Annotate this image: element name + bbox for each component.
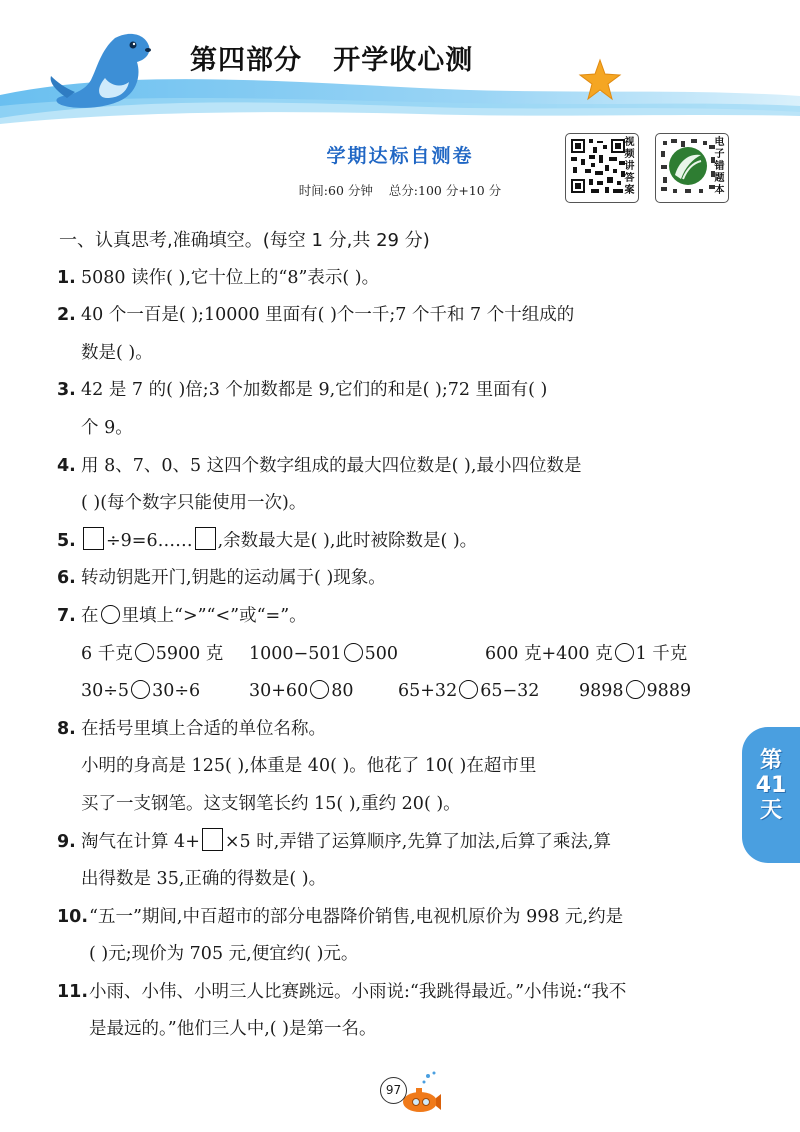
compare-right: 9889 (646, 681, 692, 702)
error-book-qr[interactable] (655, 133, 729, 203)
circle-blank (101, 605, 120, 624)
question-8 (57, 711, 747, 749)
question-text: ×5 时,弄错了运算顺序,先算了加法,后算了乘法,算 (224, 831, 611, 852)
compare-left: 600 克+400 克 (485, 643, 613, 664)
question-6 (57, 560, 747, 598)
question-text: 转动钥匙开门,钥匙的运动属于( )现象。 (81, 568, 386, 589)
compare-right: 80 (331, 681, 354, 702)
page-number: 97 (380, 1077, 407, 1104)
compare-right: 30÷6 (152, 681, 201, 702)
day-tab-line: 第 (759, 748, 782, 773)
compare-item (249, 636, 485, 674)
question-content (57, 222, 747, 1049)
qr-code-icon (569, 137, 627, 195)
compare-item (81, 636, 249, 674)
compare-item (485, 636, 687, 674)
question-number: 8. (57, 718, 76, 739)
question-number: 3. (57, 380, 76, 401)
compare-row-2 (57, 673, 747, 711)
question-2 (57, 297, 747, 335)
compare-circle[interactable] (135, 643, 154, 662)
question-11 (57, 974, 747, 1012)
question-text: 是最远的。”他们三人中,( )是第一名。 (89, 1019, 377, 1040)
question-number: 10. (57, 906, 89, 927)
video-answer-qr[interactable] (565, 133, 639, 203)
compare-circle[interactable] (310, 680, 329, 699)
question-10 (57, 899, 747, 937)
question-text: 买了一支钢笔。这支钢笔长约 15( ),重约 20( )。 (81, 793, 461, 814)
question-number: 2. (57, 305, 76, 326)
question-number: 1. (57, 267, 76, 288)
question-text: 数是( )。 (81, 342, 153, 363)
question-text: 里填上“>”“<”或“=”。 (121, 605, 307, 626)
qr-code-icon (659, 137, 717, 195)
compare-left: 30÷5 (81, 681, 130, 702)
question-number: 5. (57, 530, 76, 551)
compare-left: 6 千克 (81, 643, 133, 664)
compare-item (81, 673, 249, 711)
answer-box[interactable] (83, 527, 104, 550)
header-banner (0, 0, 800, 125)
question-5 (57, 523, 747, 561)
question-text: 40 个一百是( );10000 里面有( )个一千;7 个千和 7 个十组成的 (81, 305, 575, 326)
question-4 (57, 448, 747, 486)
compare-left: 1000−501 (249, 643, 342, 664)
compare-item (579, 673, 691, 711)
compare-item (249, 673, 398, 711)
compare-left: 30+60 (249, 681, 309, 702)
compare-right: 5900 克 (155, 643, 224, 664)
question-1 (57, 260, 747, 298)
question-number: 7. (57, 605, 76, 626)
question-number: 6. (57, 568, 76, 589)
compare-circle[interactable] (459, 680, 478, 699)
question-7 (57, 598, 747, 636)
compare-right: 65−32 (480, 681, 540, 702)
compare-circle[interactable] (615, 643, 634, 662)
part-title: 第四部分 开学收心测 (190, 45, 474, 76)
question-text: 小明的身高是 125( ),体重是 40( )。他花了 10( )在超市里 (81, 756, 537, 777)
question-text: ÷9=6…… (106, 530, 193, 551)
sea-lion-icon (45, 20, 165, 115)
compare-circle[interactable] (344, 643, 363, 662)
question-text: 个 9。 (81, 417, 133, 438)
exam-info: 时间:60 分钟 总分:100 分+10 分 (298, 183, 502, 198)
question-text: 在括号里填上合适的单位名称。 (81, 718, 326, 739)
question-number: 11. (57, 981, 89, 1002)
compare-circle[interactable] (131, 680, 150, 699)
question-text: 小雨、小伟、小明三人比赛跳远。小雨说:“我跳得最近。”小伟说:“我不 (89, 981, 627, 1002)
question-text: ,余数最大是( ),此时被除数是( )。 (217, 530, 478, 551)
starfish-icon (578, 58, 622, 102)
answer-box[interactable] (195, 527, 216, 550)
day-tab-label (746, 748, 796, 823)
compare-left: 65+32 (398, 681, 458, 702)
qr-label-video: 视 频 讲 答 案 (624, 137, 635, 196)
compare-item (398, 673, 579, 711)
compare-row-1 (57, 636, 747, 674)
question-text: 在 (81, 605, 99, 626)
question-number: 4. (57, 455, 76, 476)
compare-right: 500 (364, 643, 399, 664)
question-text: 出得数是 35,正确的得数是( )。 (81, 869, 327, 890)
question-text: ( )(每个数字只能使用一次)。 (81, 493, 307, 514)
compare-left: 9898 (579, 681, 624, 702)
answer-box[interactable] (202, 828, 223, 851)
question-text: 42 是 7 的( )倍;3 个加数都是 9,它们的和是( );72 里面有( ) (81, 380, 548, 401)
question-text: 用 8、7、0、5 这四个数字组成的最大四位数是( ),最小四位数是 (81, 455, 582, 476)
question-text: 5080 读作( ),它十位上的“8”表示( )。 (81, 267, 380, 288)
question-text: 淘气在计算 4+ (81, 831, 200, 852)
question-number: 9. (57, 831, 76, 852)
question-text: ( )元;现价为 705 元,便宜约( )元。 (89, 944, 359, 965)
page-number-badge (372, 1070, 442, 1120)
compare-right: 1 千克 (635, 643, 688, 664)
day-tab-line: 41 (755, 773, 787, 798)
compare-circle[interactable] (626, 680, 645, 699)
qr-label-errorbook: 电 子 错 题 本 (714, 137, 725, 196)
exam-title: 学期达标自测卷 (326, 145, 474, 167)
section-title: 一、认真思考,准确填空。(每空 1 分,共 29 分) (59, 230, 430, 251)
day-tab-line: 天 (759, 798, 782, 823)
question-text: “五一”期间,中百超市的部分电器降价销售,电视机原价为 998 元,约是 (89, 906, 624, 927)
question-3 (57, 372, 747, 410)
question-9 (57, 824, 747, 862)
